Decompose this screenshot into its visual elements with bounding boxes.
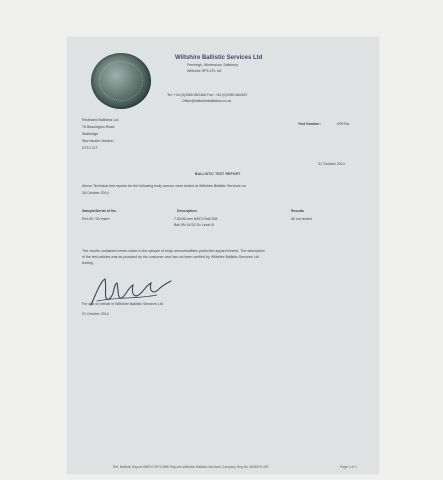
- statement-line1: The results contained herein relate to the sample of body armour/ballistic protective apparel tested. The description: [82, 249, 265, 253]
- test-report-document: [67, 37, 379, 474]
- report-date: 31 October 2014: [318, 162, 345, 166]
- table-cell-description-line1: 7.62x51mm NATO Ball 308: [174, 217, 218, 221]
- company-phone-fax: Tel: +44 (0)1980 862466 Fax: +44 (0)1980 862467: [167, 93, 248, 97]
- recipient-line5: DT10 2LT: [82, 146, 98, 150]
- table-header-description: Description: [177, 209, 197, 213]
- recipient-line3: Stalbridge: [82, 132, 99, 136]
- report-title: BALLISTIC TEST REPORT: [195, 172, 241, 176]
- intro-line1: Above Technical test reports for the following body armour were tested at Wiltshire Ballistic Services on: [82, 184, 246, 188]
- company-address-line1: Fernleigh, Winterslow, Salisbury: [187, 63, 239, 67]
- company-seal-logo: [91, 53, 151, 109]
- statement-line2: of the test articles was as provided by the customer and has not been verified by Wiltshire Ballistic Services Ltd: [82, 255, 259, 259]
- company-address-line2: Wiltshire SP5 1PL UK: [187, 69, 222, 73]
- table-header-results: Results: [291, 209, 304, 213]
- table-cell-sample: Ref #5 / 00 Insert: [82, 217, 110, 221]
- recipient-line2: 76 Bassington Road: [82, 125, 115, 129]
- signature-date: 21 October 2014: [82, 312, 109, 316]
- on-behalf-text: For and on behalf of Wiltshire Ballistic Services Ltd: [82, 302, 163, 306]
- recipient-line1: Redmans Ballistics Ltd: [82, 118, 119, 122]
- intro-line2: 28 October 2014: [82, 191, 109, 195]
- company-name: Wiltshire Ballistic Services Ltd: [175, 55, 263, 61]
- company-email: Office@wiltshireballistics.co.uk: [182, 99, 232, 103]
- page-number: Page 1 of 1: [340, 465, 357, 469]
- table-cell-description-line2: Ball 9N 41/32 Ex Level III: [174, 223, 215, 227]
- test-number-value: K9970a: [337, 122, 350, 126]
- recipient-line4: Sturminster Newton: [82, 139, 114, 143]
- statement-line3: testing.: [82, 261, 94, 265]
- table-cell-result: All not tested: [291, 217, 312, 221]
- test-number-label: Test Number:: [298, 122, 321, 126]
- footer-text: Ref. Ballistic Report WBS K 9970 BBK Reports Wiltshire Ballistic Services Company Reg No 3624876 VAT: [113, 465, 269, 469]
- table-header-sample: Sample/Serial of No.: [82, 209, 117, 213]
